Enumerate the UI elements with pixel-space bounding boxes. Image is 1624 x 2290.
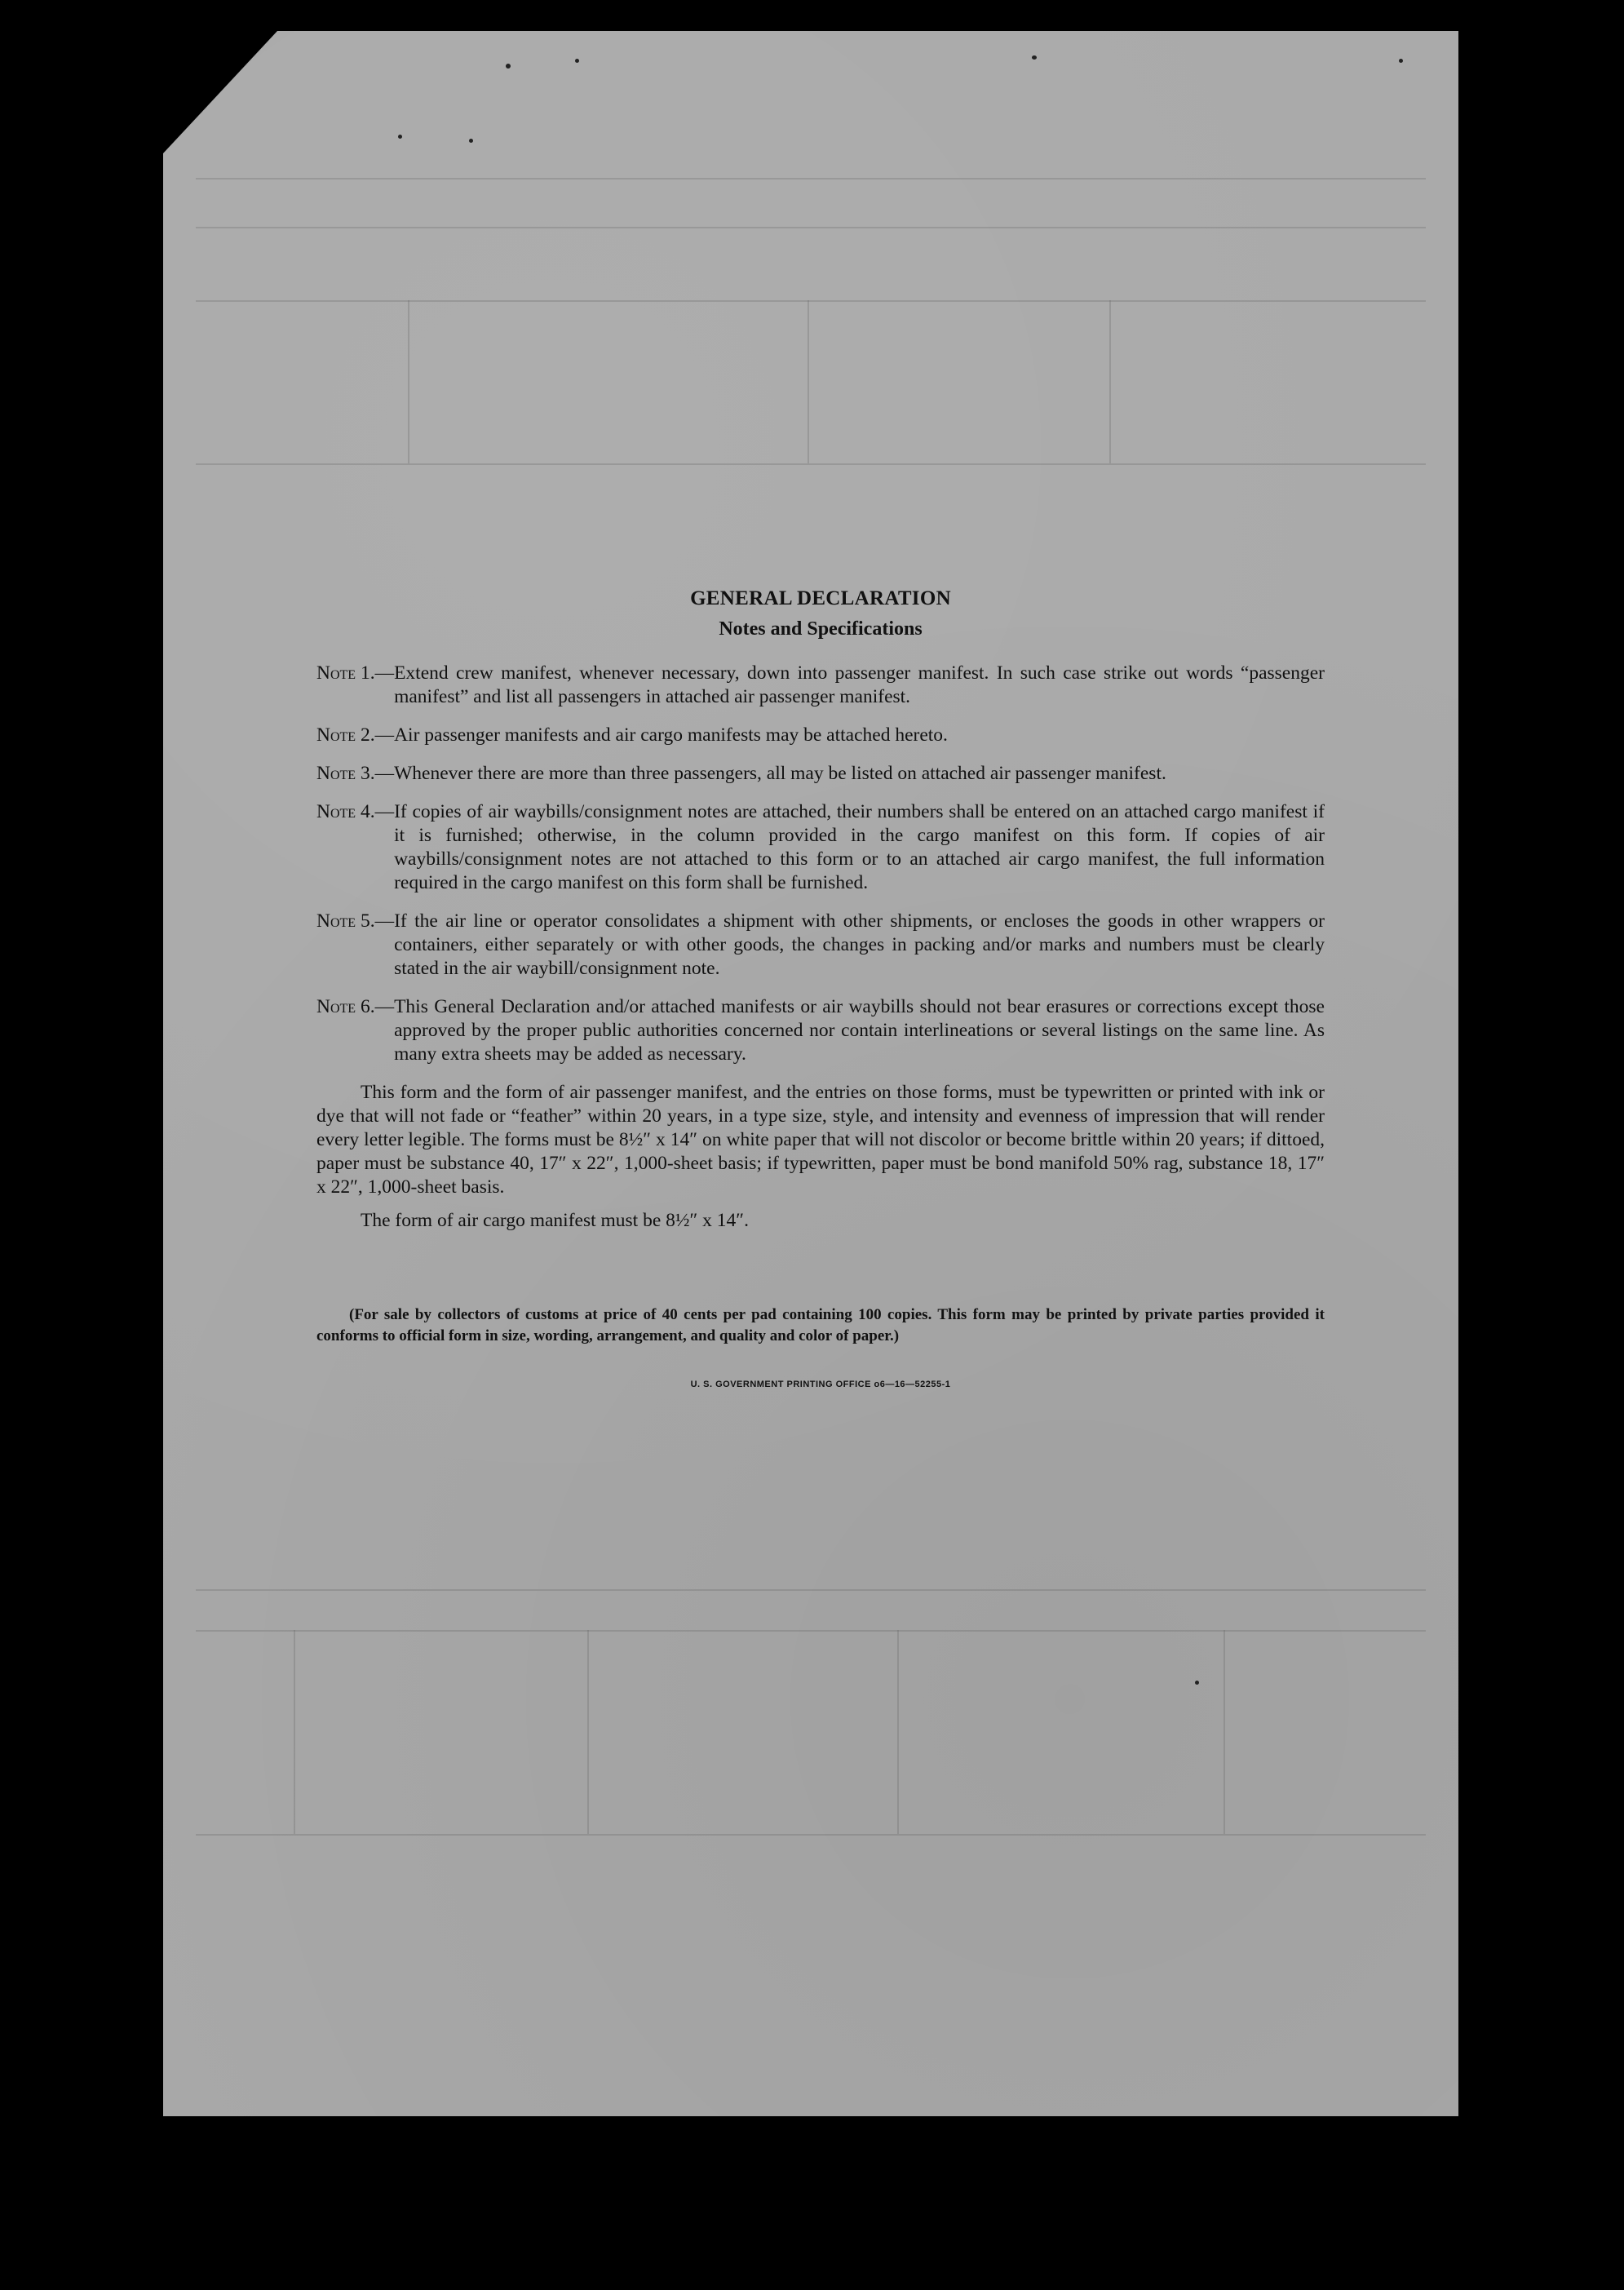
page-title: GENERAL DECLARATION [690,587,951,609]
note-label: Note 4.— [316,801,395,822]
bleed-rule [1109,300,1111,463]
notes-and-specifications [316,587,1325,1389]
bleed-rule [408,300,409,463]
bleed-rule [196,463,1426,465]
note-3 [316,762,1325,786]
note-text: Air passenger manifests and air cargo manifests may be attached hereto. [394,724,948,746]
note-label: Note 1.— [316,662,395,684]
form-specification-paragraph: This form and the form of air passenger manifest, and the entries on those forms, must be typewritten or printed with ink or dye that will not fade or “feather” within 20 years, in a type size, style, and intensity and evenness of impression that will render every letter legible. The forms must be 8½″ x 14″ on white paper that will not discolor or become brittle within 20 years; if dittoed, paper must be substance 40, 17″ x 22″, 1,000-sheet basis; if typewritten, paper must be bond manifold 50% rag, substance 18, 17″ x 22″, 1,000-sheet basis. [316,1082,1325,1198]
note-2 [316,724,1325,747]
speck [1399,59,1403,63]
speck [398,135,402,139]
printer-imprint: U. S. GOVERNMENT PRINTING OFFICE o6—16—52255-1 [690,1379,951,1389]
bleed-rule [196,227,1426,228]
note-4 [316,800,1325,895]
speck [575,59,579,63]
cargo-manifest-size-line: The form of air cargo manifest must be 8½″ x 14″. [361,1209,749,1231]
bleed-rule [1224,1630,1225,1834]
speck [1032,55,1037,60]
note-text: Extend crew manifest, whenever necessary, down into passenger manifest. In such case strike out words “passenger manifest” and list all passengers in attached air passenger manifest. [394,662,1325,707]
bleed-rule [196,300,1426,302]
speck [1195,1681,1199,1685]
sale-notice: (For sale by collectors of customs at price of 40 cents per pad containing 100 copies. This form may be printed by private parties provided it conforms to official form in size, wording, arrangement, and quality and color of paper.) [316,1305,1325,1344]
speck [469,139,473,143]
bleed-rule [196,1589,1426,1591]
note-label: Note 2.— [316,724,395,746]
page-subtitle: Notes and Specifications [719,618,923,640]
note-text: This General Declaration and/or attached manifests or air waybills should not bear erasures or corrections except those approved by the proper public authorities concerned nor contain interlineations or several listings on the same line. As many extra sheets may be added as necessary. [394,996,1325,1065]
bleed-rule [196,178,1426,179]
bleed-rule [294,1630,295,1834]
folded-corner [163,31,277,153]
note-1 [316,662,1325,709]
bleed-rule [587,1630,589,1834]
note-label: Note 3.— [316,763,395,784]
note-label: Note 6.— [316,996,395,1017]
note-text: If copies of air waybills/consignment notes are attached, their numbers shall be entered on an attached cargo manifest if it is furnished; otherwise, in the column provided in the cargo manifest on this form. If copies of air waybills/consignment notes are not attached to this form or to an attached air cargo manifest, the full information required in the cargo manifest on this form shall be furnished. [394,801,1325,893]
note-text: Whenever there are more than three passengers, all may be listed on attached air passenger manifest. [394,763,1166,784]
bleed-rule [196,1834,1426,1836]
note-label: Note 5.— [316,910,395,932]
speck [506,64,511,69]
note-6 [316,995,1325,1066]
note-text: If the air line or operator consolidates a shipment with other shipments, or encloses the goods in other wrappers or containers, either separately or with other goods, the changes in packing and/or marks and numbers must be clearly stated in the air waybill/consignment note. [394,910,1325,979]
bleed-rule [808,300,809,463]
bleed-rule [196,1630,1426,1632]
bleed-rule [897,1630,899,1834]
note-5 [316,910,1325,981]
